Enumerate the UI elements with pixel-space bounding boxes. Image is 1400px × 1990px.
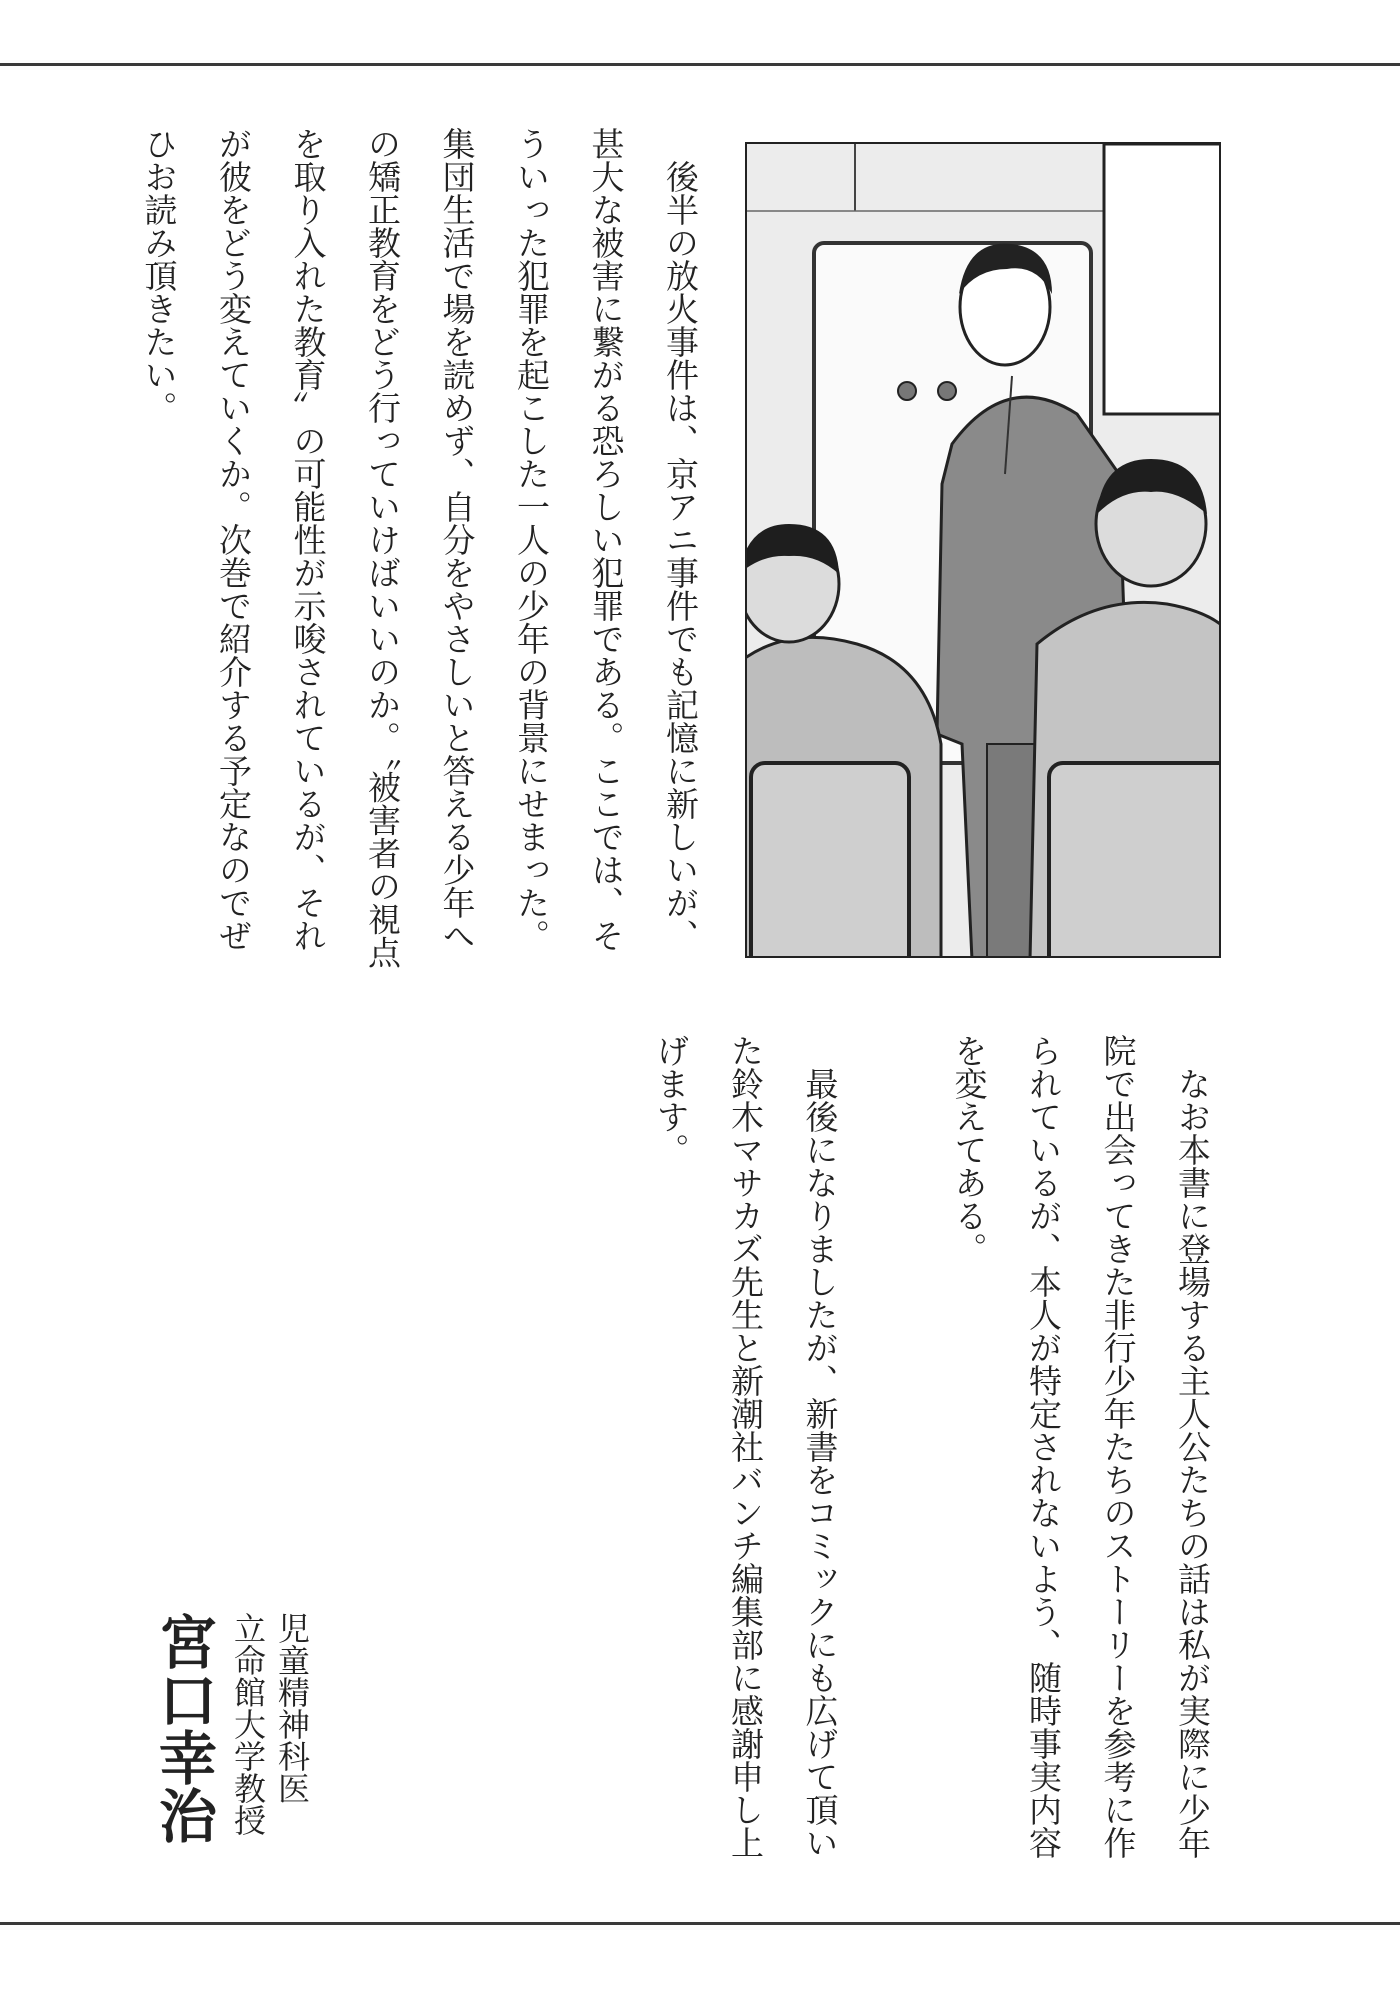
classroom-illustration [747, 144, 1221, 958]
wall-panel [1104, 144, 1221, 414]
chair-back [751, 763, 909, 958]
text-column: ひお読み頂きたい。 [139, 127, 179, 424]
text-column: なお本書に登場する主人公たちの話は私が実際に少年 [1173, 1067, 1212, 1859]
text-column: 集団生活で場を読めず、自分をやさしいと答える少年へ [437, 127, 477, 952]
magnet-icon [898, 382, 916, 400]
lower-text-block [633, 1034, 1229, 1864]
text-column: 最後になりましたが、新書をコミックにも広げて頂い [800, 1067, 840, 1859]
text-column: 後半の放火事件は、京アニ事件でも記憶に新しいが、 [661, 160, 700, 952]
text-column: 院で出会ってきた非行少年たちのストーリーを参考に作 [1098, 1034, 1138, 1859]
blank-column [857, 1034, 932, 1864]
text-column: ういった犯罪を起こした一人の少年の背景にせまった。 [512, 127, 551, 952]
chair-back [1049, 763, 1221, 958]
text-column: が彼をどう変えていくか。次巻で紹介する予定なのでぜ [214, 127, 253, 952]
manga-illustration-panel [745, 142, 1221, 958]
top-rule [0, 63, 1400, 66]
text-column: られているが、本人が特定されないよう、随時事実内容 [1024, 1034, 1063, 1859]
text-column: の矯正教育をどう行っていけばいいのか。〝被害者の視点 [363, 127, 402, 969]
upper-text-block [121, 127, 717, 969]
bottom-rule [0, 1922, 1400, 1925]
text-column: 甚大な被害に繋がる恐ろしい犯罪である。ここでは、そ [586, 127, 626, 952]
text-column: た鈴木マサカズ先生と新潮社バンチ編集部に感謝申し上 [726, 1034, 765, 1859]
text-column: げます。 [651, 1034, 691, 1166]
author-name: 宮口幸治 [149, 1612, 217, 1844]
author-title: 児童精神科医 [273, 1612, 311, 1804]
author-affiliation: 立命館大学教授 [229, 1612, 267, 1836]
magnet-icon [938, 382, 956, 400]
text-column: を変えてある。 [949, 1034, 989, 1265]
text-column: を取り入れた教育〟の可能性が示唆されているが、それ [288, 127, 328, 952]
